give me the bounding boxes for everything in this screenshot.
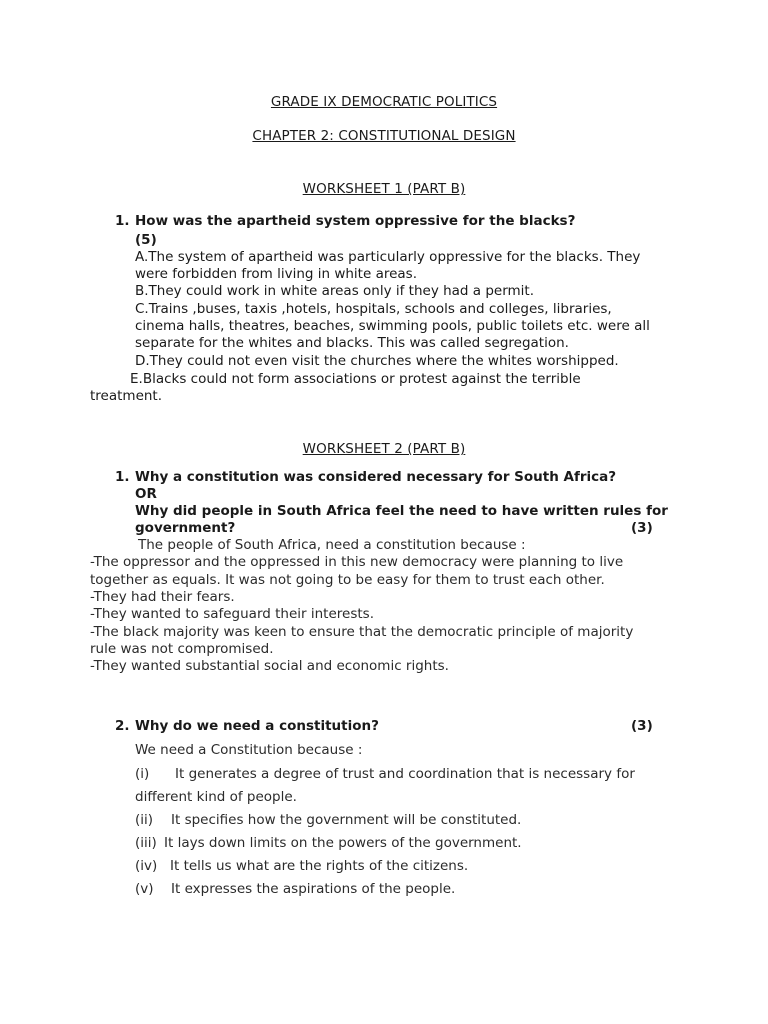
ws2-q1-or: OR	[135, 486, 157, 502]
constitution-reason-text: different kind of people.	[135, 789, 297, 805]
ws2-answer-line: -The black majority was keen to ensure that the democratic principle of majority	[90, 624, 634, 640]
constitution-reason-label: (iii)	[135, 835, 157, 851]
ws1-answer-line: D.They could not even visit the churches where the whites worshipped.	[135, 353, 619, 369]
ws2-answer-line: -They had their fears.	[90, 589, 235, 605]
constitution-reason-text: It expresses the aspirations of the people.	[171, 881, 456, 897]
ws1-q1-question: How was the apartheid system oppressive for the blacks?	[135, 213, 576, 229]
constitution-reason-label: (i)	[135, 766, 150, 782]
ws2-answer-line: The people of South Africa, need a constitution because :	[138, 537, 526, 553]
constitution-reason-label: (iv)	[135, 858, 158, 874]
ws2-q2-marks: (3)	[631, 718, 653, 734]
constitution-reason-label: (v)	[135, 881, 154, 897]
ws2-q2-number: 2.	[115, 718, 130, 734]
constitution-reason-text: It lays down limits on the powers of the government.	[164, 835, 522, 851]
ws1-answer-line: cinema halls, theatres, beaches, swimming pools, public toilets etc. were all	[135, 318, 650, 334]
ws1-answer-line: treatment.	[90, 388, 163, 404]
ws2-q1-question: Why a constitution was considered necessary for South Africa?	[135, 469, 617, 485]
ws2-q1-marks: (3)	[631, 520, 653, 536]
ws2-answer-line: together as equals. It was not going to be easy for them to trust each other.	[90, 572, 605, 588]
ws1-q1-number: 1.	[115, 213, 130, 229]
ws1-answer-line: C.Trains ,buses, taxis ,hotels, hospitals, schools and colleges, libraries,	[135, 301, 612, 317]
ws1-answer-line: were forbidden from living in white areas.	[135, 266, 418, 282]
ws2-q1-alt-question: Why did people in South Africa feel the need to have written rules for	[135, 503, 668, 519]
ws2-q1-number: 1.	[115, 469, 130, 485]
ws2-answer-line: -They wanted to safeguard their interests.	[90, 606, 374, 622]
grade-title: GRADE IX DEMOCRATIC POLITICS	[270, 94, 498, 110]
ws2-q1-alt-question: government?	[135, 520, 236, 536]
ws1-answer-line: E.Blacks could not form associations or protest against the terrible	[130, 371, 581, 387]
ws1-answer-line: B.They could work in white areas only if they had a permit.	[135, 283, 535, 299]
constitution-reason-text: It generates a degree of trust and coordination that is necessary for	[175, 766, 635, 782]
constitution-reason-label: (ii)	[135, 812, 154, 828]
constitution-reason-text: It specifies how the government will be constituted.	[171, 812, 522, 828]
ws2-q2-intro: We need a Constitution because :	[135, 742, 363, 758]
worksheet2-title: WORKSHEET 2 (PART B)	[302, 441, 466, 457]
ws2-answer-line: -The oppressor and the oppressed in this new democracy were planning to live	[90, 554, 624, 570]
ws1-answer-line: separate for the whites and blacks. This was called segregation.	[135, 335, 569, 351]
constitution-reason-text: It tells us what are the rights of the citizens.	[170, 858, 469, 874]
ws1-answer-line: A.The system of apartheid was particularly oppressive for the blacks. They	[135, 249, 641, 265]
worksheet1-title: WORKSHEET 1 (PART B)	[302, 181, 466, 197]
ws1-q1-marks: (5)	[135, 232, 157, 248]
ws2-answer-line: rule was not compromised.	[90, 641, 274, 657]
chapter-title: CHAPTER 2: CONSTITUTIONAL DESIGN	[252, 128, 516, 144]
ws2-q2-question: Why do we need a constitution?	[135, 718, 379, 734]
ws2-answer-line: -They wanted substantial social and economic rights.	[90, 658, 449, 674]
